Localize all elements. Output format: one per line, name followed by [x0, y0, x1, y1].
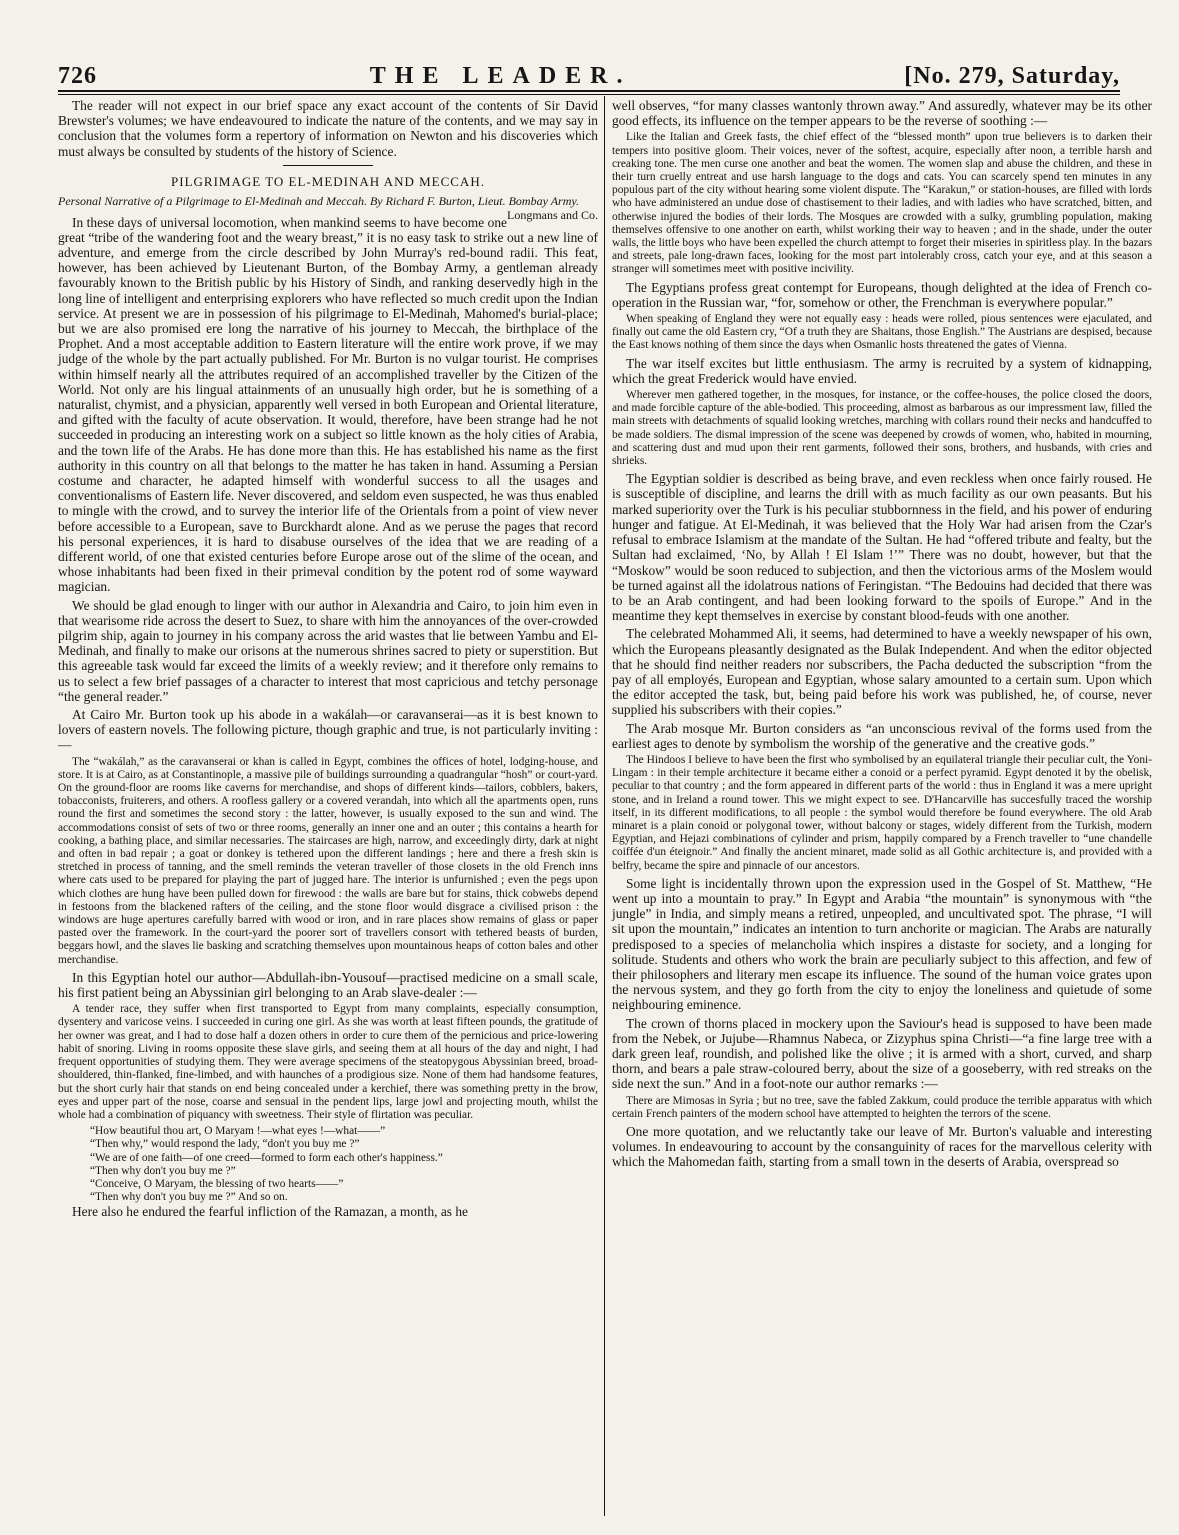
- paragraph: The Egyptian soldier is described as being brave, and even reckless when once fairly roused. He is susceptible of discipline, and learns the drill with as much facility as our own peasants. But his marked superiority over the Turk is his peculiar stubbornness in the field, and his power of enduring hunger and fatigue. At El-Medinah, it was believed that the Holy War had arisen from the Czar's refusal to embrace Islamism at the mandate of the Sultan. He had “offered tribute and fealty, but the Sultan had exclaimed, ‘No, by Allah ! El Islam !’” There was no doubt, however, but that the “Moskow” would be soon reduced to subjection, and then the victorious arms of the Moslem would be turned against all the idolatrous nations of Feringistan. “The Bedouins had decided that there was to be an Arab contingent, and had been looking forward to the spoils of Europe.” And in the meantime they kept themselves in exercise by constant blood-feuds with one another.: [612, 471, 1152, 624]
- paragraph: well observes, “for many classes wantonly thrown away.” And assuredly, whatever may be its other good effects, its influence on the temper appears to be the reverse of soothing :—: [612, 98, 1152, 129]
- quotation: There are Mimosas in Syria ; but no tree, save the fabled Zakkum, could produce the terrible apparatus with which certain French painters of the modern school have attempted to heighten the terrors of the scene.: [612, 1094, 1152, 1120]
- quotation: When speaking of England they were not equally easy : heads were rolled, pious sentences were ejaculated, and finally out came the old Eastern cry, “Of a truth they are Shaitans, those English.” The Austrians are despised, because the East knows nothing of them since the days when Osmanlic hosts threatened the gates of Vienna.: [612, 313, 1152, 352]
- section-divider: [283, 165, 373, 166]
- paragraph: Some light is incidentally thrown upon the expression used in the Gospel of St. Matthew, “He went up into a mountain to pray.” In Egypt and Arabia “the mountain” is synonymous with “the jungle” in India, and simply means a retired, unpeopled, and uncultivated spot. The phrase, “I will sit upon the mountain,” indicates an intention to turn anchorite or magician. The Arabs are naturally predisposed to a species of melancholia which inspires a distaste for society, and a longing for solitude. Students and others who work the brain are peculiarly subject to this affection, and few of their philosophers and literary men escape its influence. The sound of the human voice grates upon the nervous system, and they go forth from the city to enjoy the loneliness and quietude of some neighbouring eminence.: [612, 875, 1152, 1013]
- quotation: Like the Italian and Greek fasts, the chief effect of the “blessed month” upon true believers is to darken their tempers into positive gloom. Their voices, never of the softest, acquire, especially after noon, a terrible harsh and creaking tone. The men curse one another and beat the women. The women slap and abuse the children, and these in their turn cruelly entreat and use harsh language to the dogs and cats. You can scarcely spend ten minutes in any populous part of the city without hearing some violent dispute. The “Karakun,” or station-houses, are filled with lords who have administered an undue dose of chastisement to their ladies, and with ladies who have scratched, bitten, and otherwise injured the bodies of their lords. The Mosques are crowded with a sulky, grumbling population, making themselves offensive to one another on earth, whilst working their way to heaven ; and in the shade, under the outer walls, the little boys who have been expelled the church attempt to forget their miseries in spiritless play. In the bazars and streets, pale long-drawn faces, looking for the most part intolerably cross, catch your eye, and at this season a stranger will sometimes meet with positive incivility.: [612, 131, 1152, 276]
- verse-line: “Then why,” would respond the lady, “don't you buy me ?”: [90, 1138, 360, 1151]
- paragraph: The crown of thorns placed in mockery upon the Saviour's head is supposed to have been made from the Nebek, or Jujube—Rhamnus Nabeca, or Zizyphus spina Christi—“a fine large tree with a dark green leaf, roundish, and polished like the olive ; it is armed with a short, curved, and sharp thorn, and bears a pale straw-coloured berry, about the size of a gooseberry, with red streaks on the side next the sun.” And in a foot-note our author remarks :—: [612, 1015, 1152, 1092]
- publisher: Longmans and Co.: [507, 207, 598, 222]
- quotation: The Hindoos I believe to have been the first who symbolised by an equilateral triangle their peculiar cult, the Yoni-Lingam : in their temple architecture it became either a conoid or a perfect pyramid. Egypt denoted it by the obelisk, peculiar to that country ; and the form appeared in different parts of the world : thus in England it was a mere upright stone, and in Ireland a round tower. This we might expect to see. D'Hancarville has succesfully traced the worship itself, in its different modifications, to all people : the symbol would therefore be found everywhere. The old Arab minaret is a plain conoid or polygonal tower, without balcony or stages, widely different from the Turkish, modern Egyptian, and Hejazi combinations of cylinder and prism, happily compared by a French traveller to “une chandelle coiffée d'un éteignoir.” And finally the ancient minaret, made solid as all Gothic architecture is, and provided with a belfry, became the spire and pinnacle of our ancestors.: [612, 753, 1152, 872]
- quotation: Wherever men gathered together, in the mosques, for instance, or the coffee-houses, the police closed the doors, and made forcible capture of the able-bodied. This proceeding, almost as barbarous as our impressment law, filled the main streets with detachments of squalid looking wretches, marching with collars round their necks and handcuffed to be made soldiers. The dismal impression of the scene was deepened by crowds of women, who, habited in mourning, and scattering dust and mud upon their rent garments, followed their sons, brothers, and husbands, with cries and shrieks.: [612, 389, 1152, 468]
- paragraph: One more quotation, and we reluctantly take our leave of Mr. Burton's valuable and interesting volumes. In endeavouring to account by the consanguinity of races for the marvellous celerity with which the Mahomedan faith, starting from a small town in the deserts of Arabia, overspread so: [612, 1124, 1152, 1170]
- paragraph: In this Egyptian hotel our author—Abdullah-ibn-Yousouf—practised medicine on a small scale, his first patient being an Abyssinian girl belonging to an Arab slave-dealer :—: [58, 969, 598, 1001]
- paragraph: The celebrated Mohammed Ali, it seems, had determined to have a weekly newspaper of his own, which the Europeans pleasantly designated as the Bulak Independent. And when the editor objected that he should find neither readers nor subscribers, the Pacha deducted the subscription “from the pay of all employés, European and Egyptian, whose salary amounted to a certain sum. Upon which the editor accepted the task, but, being paid before his work was published, he, of course, never supplied his subscribers with their copies.”: [612, 626, 1152, 718]
- verse-line: “Then why don't you buy me ?” And so on.: [90, 1191, 288, 1204]
- paragraph: At Cairo Mr. Burton took up his abode in a wakálah—or caravanserai—as it is best known to lovers of eastern novels. The following picture, though graphic and true, is not particularly inviting :—: [58, 707, 598, 753]
- masthead: [58, 56, 1120, 92]
- intro-paragraph: The reader will not expect in our brief space any exact account of the contents of Sir David Brewster's volumes; we have endeavoured to indicate the nature of the contents, and we may say in conclusion that the volumes form a repertory of information on Newton and his discoveries which must always be consulted by students of the history of Science.: [58, 98, 598, 159]
- quotation: A tender race, they suffer when first transported to Egypt from many complaints, especially consumption, dysentery and varicose veins. I succeeded in curing one girl. As she was worth at least fifteen pounds, the gratitude of her owner was great, and I had to dose half a dozen others in order to cure them of the pernicious and price-lowering habit of snoring. Living in rooms opposite these slave girls, and seeing them at all hours of the day and night, I had frequent opportunities of studying them. They were average specimens of the steatopygous Abyssinian breed, broad-shouldered, thin-flanked, fine-limbed, and with haunches of a prodigious size. None of them had handsome features, but the short curly hair that stands on end being concealed under a kerchief, there was something pretty in the brow, eyes and upper part of the nose, coarse and sensual in the pendent lips, large jowl and projecting mouth, whilst the whole had a combination of piquancy with sweetness. Their style of flirtation was peculiar.: [58, 1003, 598, 1121]
- newspaper-title: THE LEADER.: [369, 63, 632, 89]
- verse-line: “Conceive, O Maryam, the blessing of two hearts——”: [90, 1177, 344, 1190]
- verse-line: “Then why don't you buy me ?”: [90, 1164, 236, 1177]
- verse-line: “How beautiful thou art, O Maryam !—what eyes !—what——”: [90, 1125, 386, 1138]
- verse-line: “We are of one faith—of one creed—formed to form each other's happiness.”: [90, 1151, 443, 1164]
- paragraph: We should be glad enough to linger with our author in Alexandria and Cairo, to join him even in that wearisome ride across the desert to Suez, to share with him the annoyances of the over-crowded pilgrim ship, again to journey in his company across the arid wastes that lie between Yambu and El-Medinah, and finally to make our orisons at the numerous shrines sacred to piety or superstition. But this agreeable task would far exceed the limits of a weekly review; and it therefore only remains to us to select a few brief passages of a character to interest that most capricious and tetchy personage “the general reader.”: [58, 597, 598, 704]
- left-column: [58, 98, 598, 1223]
- byline-text: Personal Narrative of a Pilgrimage to El-Medinah and Meccah. By Richard F. Burton, Lieut. Bombay Army.: [58, 194, 580, 209]
- column-divider: [604, 96, 605, 1516]
- masthead-rule: [58, 94, 1120, 95]
- paragraph: The war itself excites but little enthusiasm. The army is recruited by a system of kidnapping, which the great Frederick would have envied.: [612, 355, 1152, 386]
- issue-info: [No. 279, Saturday,: [904, 63, 1120, 89]
- paragraph: Here also he endured the fearful infliction of the Ramazan, a month, as he: [72, 1204, 468, 1220]
- right-column: [612, 98, 1152, 1173]
- paragraph: The Egyptians profess great contempt for Europeans, though delighted at the idea of French co-operation in the Russian war, “for, somehow or other, the Frenchman is everywhere popular.”: [612, 279, 1152, 310]
- paragraph: In these days of universal locomotion, when mankind seems to have become one great “tribe of the wandering foot and the weary breast,” it is no easy task to strike out a new line of adventure, and emerge from the circle described by John Murray's red-bound radii. This feat, however, has been achieved by Lieutenant Burton, of the Bombay Army, a gentleman already favourably known to the British public by his History of Sindh, and ranking deservedly high in the long line of intelligent and enterprising explorers who have reflected so much credit upon the Indian service. At present we are in possession of his pilgrimage to El-Medinah, Mahomed's burial-place; but we are also promised ere long the narrative of his journey to Meccah, the birthplace of the Prophet. And a most acceptable addition to Eastern literature will the entire work prove, if we may judge of the whole by the part actually published. For Mr. Burton is no vulgar tourist. He comprises within himself nearly all the attributes required of an accomplished traveller by the Citizen of the World. Not only are his lingual attainments of an unusually high order, but he is something of a naturalist, chymist, and a physician, apparently well versed in both European and Oriental literature, and gifted with the faculty of acute observation. It would, therefore, have been strange had he not succeeded in producing an interesting work on a subject so little known as the holy cities of Arabia, and the town life of the Arabs. He has done more than this. He has established his name as the first authority in this country on all that belongs to the matter he has taken in hand. Assuming a Persian costume and character, he adapted himself with wonderful success to all the usages and conventionalisms of Eastern life. Never discovered, and seldom even suspected, he was thus enabled to mingle with the crowd, and to survey the interior life of the Orientals from a point of view never before accessible to a European, save to Burckhardt alone. And as we peruse the pages that record his personal experiences, it is hard to disabuse ourselves of the idea that we are reading of a different world, of one that existed centuries before Europe arose out of the slime of the ocean, and whose inhabitants had been fixed in their primeval condition by the potent rod of some wayward magician.: [58, 214, 598, 595]
- page-number: 726: [58, 63, 97, 89]
- article-heading: PILGRIMAGE TO EL-MEDINAH AND MECCAH.: [171, 173, 485, 189]
- quotation: The “wakálah,” as the caravanserai or khan is called in Egypt, combines the offices of hotel, lodging-house, and store. It is at Cairo, as at Constantinople, a massive pile of buildings surrounding a quadrangular “hosh” or court-yard. On the ground-floor are rooms like caverns for merchandise, and shops of different kinds—tailors, cobblers, bakers, tobacconists, fruiterers, and others. A roofless gallery or a covered verandah, into which all the apartments open, runs round the first and sometimes the second story : the latter, however, is usually exposed to the sun and wind. The accommodations consist of sets of two or three rooms, generally an inner one and an outer ; this contains a hearth for cooking, a bathing place, and similar necessaries. The staircases are high, narrow, and exceedingly dirty, dark at night and often in bad repair ; a goat or donkey is tethered upon the different landings ; here and there a fresh skin is stretched in process of tanning, and the smell reminds the veteran traveller of those closets in the old French inns where cats used to be prepared for playing the part of jugged hare. The interior is unfurnished ; even the pegs upon which clothes are hung have been pulled down for firewood : the walls are bare but for stains, thick cobwebs depend in festoons from the blackened rafters of the ceiling, and the stone floor would disgrace a civilised prison : the windows are huge apertures carefully barred with wood or iron, and in rare places show remains of glass or paper pasted over the framework. In the court-yard the poorer sort of travellers consort with tethered beasts of burden, beggars howl, and the slaves lie basking and scratching themselves upon mountainous heaps of cotton bales and other merchandise.: [58, 755, 598, 966]
- paragraph: The Arab mosque Mr. Burton considers as “an unconscious revival of the forms used from the earliest ages to denote by symbolism the worship of the generative and the creative gods.”: [612, 720, 1152, 751]
- article-byline: [58, 194, 598, 222]
